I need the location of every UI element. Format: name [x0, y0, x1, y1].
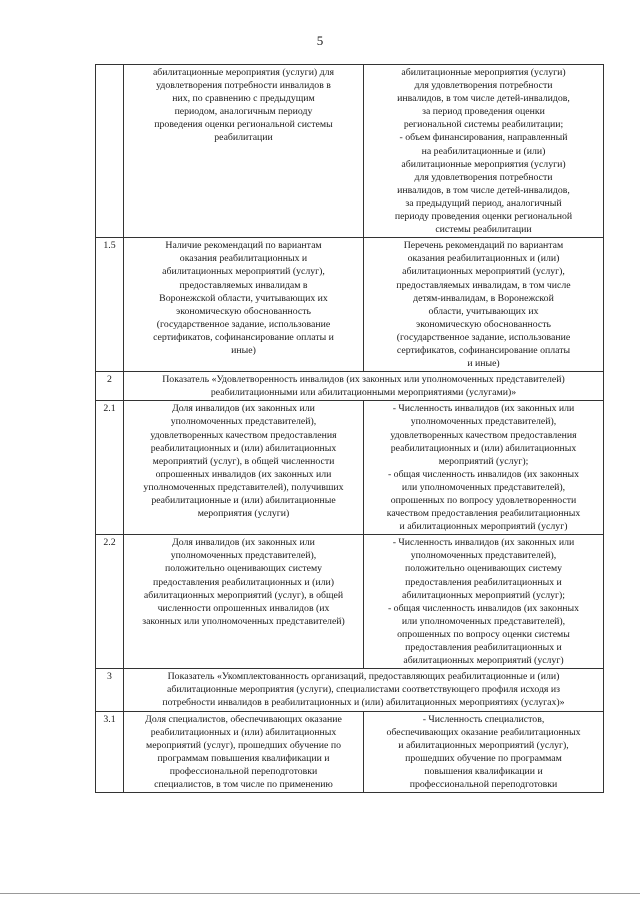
- row-number: 2: [96, 372, 124, 401]
- indicator-source-data: [364, 535, 604, 669]
- indicator-source-text: - Численность инвалидов (их законных или уполномоченных представителей), удовлетворенных качеством предоставления реабилитационных и (или) абилитационных мероприятий (услуг); - общая численность инвалидов (их законных или уполномоченных представителей), опрошенных по вопросу удовлетворенности качеством предоставления реабилитационных и абилитационных мероприятий (услуг): [386, 403, 581, 533]
- table-row: [96, 711, 604, 793]
- indicator-table: [95, 64, 604, 793]
- table-row: [96, 65, 604, 238]
- indicator-description-text: Наличие рекомендаций по вариантам оказания реабилитационных и абилитационных мероприятий (услуг), предоставляемых инвалидам в Воронежской области, учитывающих их экономическую обоснованность (государственное задание, использование сертификатов, софинансирование оплаты и иные): [153, 240, 334, 356]
- row-number: 2.2: [96, 535, 124, 669]
- indicator-description-text: Доля инвалидов (их законных или уполномоченных представителей), удовлетворенных качеством предоставления реабилитационных и (или) абилитационных мероприятий (услуг), в общей численности опрошенных инвалидов (их законных или уполномоченных представителей), получивших реабилитационные и (или) абилитационные мероприятия (услуги): [143, 403, 344, 520]
- section-header-row: [96, 372, 604, 401]
- section-title: [124, 372, 604, 401]
- indicator-source-text: абилитационные мероприятия (услуги) для удовлетворения потребности инвалидов, в том числе детей-инвалидов, за период проведения оценки региональной системы реабилитации; - объем финансирования, направленный на реабилитационные и (или) абилитационные мероприятия (услуги) для удовлетворения потребности инвалидов, в том числе детей-инвалидов, за предыдущий период, аналогичный периоду проведения оценки региональной системы реабилитации: [394, 67, 573, 236]
- row-number: 3: [96, 669, 124, 711]
- indicator-description-text: абилитационные мероприятия (услуги) для удовлетворения потребности инвалидов в них, по сравнению с предыдущим периодом, аналогичным периоду проведения оценки региональной системы реабилитации: [152, 67, 335, 144]
- indicator-source-data: [364, 65, 604, 238]
- table-row: [96, 401, 604, 535]
- indicator-source-data: [364, 711, 604, 793]
- indicator-description: [124, 401, 364, 535]
- section-title-text: Показатель «Укомплектованность организаций, предоставляющих реабилитационные и (или) абилитационные мероприятия (услуги), специалистами соответствующего профиля исходя из потребности инвалидов в реабилитационных и (или) абилитационных мероприятиях (услугах)»: [162, 671, 565, 709]
- row-number: [96, 65, 124, 238]
- section-title-text: Показатель «Удовлетворенность инвалидов (их законных или уполномоченных представителей) реабилитационными или абилитационными мероприятиями (услугами)»: [162, 374, 565, 399]
- row-number: 3.1: [96, 711, 124, 793]
- indicator-description: [124, 65, 364, 238]
- section-title: [124, 669, 604, 711]
- indicator-source-data: [364, 238, 604, 372]
- indicator-source-data: [364, 401, 604, 535]
- indicator-source-text: - Численность инвалидов (их законных или уполномоченных представителей), положительно оценивающих систему предоставления реабилитационных и абилитационных мероприятий (услуг); - общая численность инвалидов (их законных или уполномоченных представителей), опрошенных по вопросу оценки системы предоставления реабилитационных и абилитационных мероприятий (услуг): [387, 537, 580, 667]
- row-number: 1.5: [96, 238, 124, 372]
- table-row: [96, 238, 604, 372]
- indicator-description: [124, 535, 364, 669]
- table-row: [96, 535, 604, 669]
- indicator-description: [124, 711, 364, 793]
- indicator-source-text: Перечень рекомендаций по вариантам оказания реабилитационных и (или) абилитационных мероприятий (услуг), предоставляемых инвалидам, в том числе детям-инвалидам, в Воронежской области, учитывающих их экономическую обоснованность (государственное задание, использование сертификатов, софинансирование оплаты и иные): [396, 240, 571, 370]
- indicator-description-text: Доля инвалидов (их законных или уполномоченных представителей), положительно оценивающих систему предоставления реабилитационных и (или) абилитационных мероприятий (услуг), в общей численности опрошенных инвалидов (их законных или уполномоченных представителей): [142, 537, 345, 627]
- page-number: 5: [316, 33, 324, 48]
- indicator-source-text: - Численность специалистов, обеспечивающих оказание реабилитационных и абилитационных мероприятий (услуг), прошедших обучение по программам повышения квалификации и профессиональной переподготовки: [386, 713, 581, 790]
- section-header-row: [96, 669, 604, 711]
- indicator-description: [124, 238, 364, 372]
- page-bottom-rule: [0, 893, 640, 894]
- row-number: 2.1: [96, 401, 124, 535]
- indicator-description-text: Доля специалистов, обеспечивающих оказание реабилитационных и (или) абилитационных мероприятий (услуг), прошедших обучение по программам повышения квалификации и профессиональной переподготовки специалистов, в том числе по применению: [145, 713, 342, 790]
